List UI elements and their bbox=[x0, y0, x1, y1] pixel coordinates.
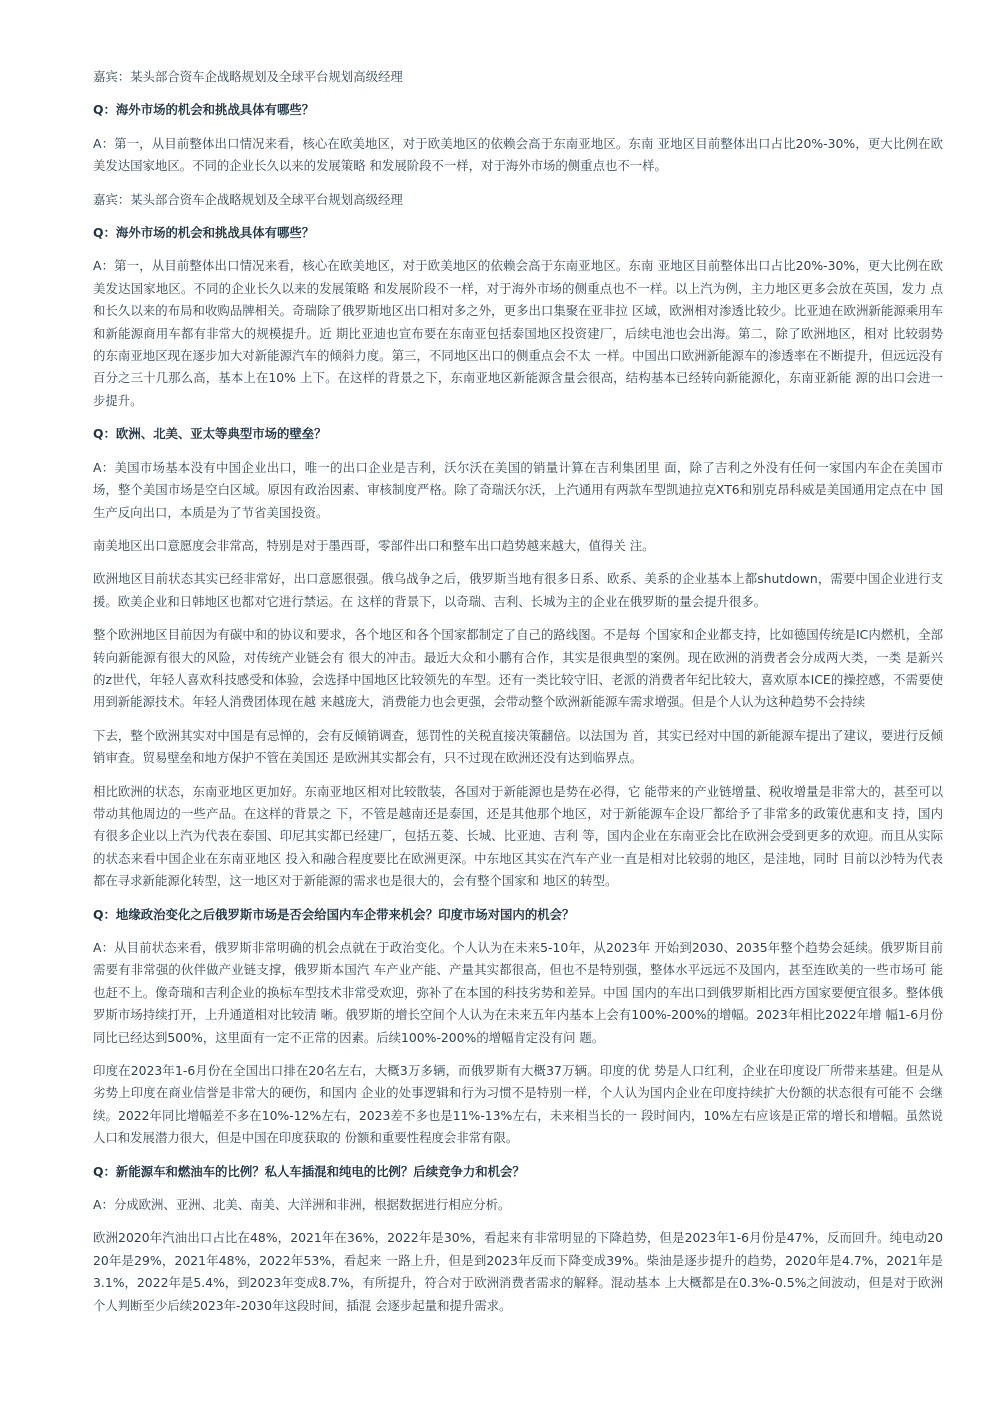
question-heading: Q：海外市场的机会和挑战具体有哪些？ bbox=[93, 225, 315, 241]
answer-paragraph: A：分成欧洲、亚洲、北美、南美、大洋洲和非洲，根据数据进行相应分析。 bbox=[93, 1197, 511, 1213]
answer-paragraph: A：美国市场基本没有中国企业出口，唯一的出口企业是吉利，沃尔沃在美国的销量计算在吉利集团里 面，除了吉利之外没有任何一家国内车企在美国市场，整个美国市场是空白区域。原因有政治因素、审核制度严格。除了奇瑞沃尔沃，上汽通用有两款车型凯迪拉克XT6和别克昂科威是美国通用定点在中 国生产反向出口，本质是为了节省美国投资。 bbox=[93, 459, 943, 520]
body-paragraph: 下去，整个欧洲其实对中国是有忌惮的，会有反倾销调查，惩罚性的关税直接决策翻倍。以法国为 首，其实已经对中国的新能源车提出了建议，要进行反倾销审查。贸易壁垒和地方保护不管在美国还 是欧洲其实都会有，只不过现在欧洲还没有达到临界点。 bbox=[93, 727, 943, 766]
guest-line: 嘉宾：某头部合资车企战略规划及全球平台规划高级经理 bbox=[93, 191, 403, 207]
guest-line: 嘉宾：某头部合资车企战略规划及全球平台规划高级经理 bbox=[93, 69, 403, 84]
body-paragraph: 相比欧洲的状态，东南亚地区更加好。东南亚地区相对比较散装，各国对于新能源也是势在必得，它 能带来的产业链增量、税收增量是非常大的，甚至可以带动其他周边的一些产品。在这样的背景之 下，不管是越南还是泰国，还是其他那个地区，对于新能源车企设厂都给予了非常多的政策优惠和支 持，国内有很多企业以上汽为代表在泰国、印尼其实都已经建厂，包括五菱、长城、比亚迪、吉利 等，国内企业在东南亚会比在欧洲会受到更多的欢迎。而且从实际的状态来看中国企业在东南亚地区 投入和融合程度要比在欧洲更深。中东地区其实在汽车产业一直是相对比较弱的地区，是洼地，同时 目前以沙特为代表都在寻求新能源化转型，这一地区对于新能源的需求也是很大的，会有整个国家和 地区的转型。 bbox=[93, 783, 943, 889]
question-heading: Q：海外市场的机会和挑战具体有哪些？ bbox=[93, 102, 315, 118]
question-heading: Q：新能源车和燃油车的比例？私人车插混和纯电的比例？后续竞争力和机会？ bbox=[93, 1163, 525, 1179]
question-heading: Q：欧洲、北美、亚太等典型市场的壁垒？ bbox=[93, 426, 327, 442]
body-paragraph: 欧洲地区目前状态其实已经非常好，出口意愿很强。俄乌战争之后，俄罗斯当地有很多日系、欧系、美系的企业基本上都shutdown，需要中国企业进行支援。欧美企业和日韩地区也都对它进行禁运。在 这样的背景下，以奇瑞、吉利、长城为主的企业在俄罗斯的量会提升很多。 bbox=[93, 571, 943, 609]
body-paragraph: 整个欧洲地区目前因为有碳中和的协议和要求，各个地区和各个国家都制定了自己的路线图。不是每 个国家和企业都支持，比如德国传统是IC内燃机，全部转向新能源有很大的风险，对传统产业链会有 很大的冲击。最近大众和小鹏有合作，其实是很典型的案例。现在欧洲的消费者会分成两大类，一类 是新兴的z世代，年轻人喜欢科技感受和体验，会选择中国地区比较领先的车型。还有一类比较守旧、老派的消费者年纪比较大，喜欢原本ICE的操控感，不需要使用到新能源技术。年轻人消费团体现在越 来越庞大，消费能力也会更强，会带动整个欧洲新能源车需求增强。但是个人认为这种趋势不会持续 bbox=[93, 627, 943, 710]
answer-paragraph: A：第一，从目前整体出口情况来看，核心在欧美地区，对于欧美地区的依赖会高于东南亚地区。东南 亚地区目前整体出口占比20%-30%，更大比例在欧美发达国家地区。不同的企业长久以来的发展策略 和发展阶段不一样，对于海外市场的侧重点也不一样。 bbox=[93, 135, 943, 174]
body-paragraph: 南美地区出口意愿度会非常高，特别是对于墨西哥，零部件出口和整车出口趋势越来越大，值得关 注。 bbox=[93, 537, 655, 553]
question-heading: Q：地缘政治变化之后俄罗斯市场是否会给国内车企带来机会？印度市场对国内的机会？ bbox=[93, 906, 575, 922]
answer-paragraph: A：第一，从目前整体出口情况来看，核心在欧美地区，对于欧美地区的依赖会高于东南亚地区。东南 亚地区目前整体出口占比20%-30%，更大比例在欧美发达国家地区。不同的企业长久以来的发展策略 和发展阶段不一样，对于海外市场的侧重点也不一样。以上汽为例，主力地区更多会放在英国，发力 点和长久以来的布局和收购品牌相关。奇瑞除了俄罗斯地区出口相对多之外，更多出口集聚在亚非拉 区域，欧洲相对渗透比较少。比亚迪在欧洲新能源乘用车和新能源商用车都有非常大的规模提升。近 期比亚迪也宣布要在东南亚包括泰国地区投资建厂，后续电池也会出海。第二，除了欧洲地区，相对 比较弱势的东南亚地区现在逐步加大对新能源汽车的倾斜力度。第三，不同地区出口的侧重点会不太 一样。中国出口欧洲新能源车的渗透率在不断提升，但远远没有百分之三十几那么高，基本上在10% 上下。在这样的背景之下，东南亚地区新能源含量会很高，结构基本已经转向新能源化，东南亚新能 源的出口会进一步提升。 bbox=[93, 258, 943, 408]
document-page bbox=[93, 66, 943, 1328]
body-paragraph: 印度在2023年1-6月份在全国出口排在20名左右，大概3万多辆，而俄罗斯有大概37万辆。印度的优 势是人口红利，企业在印度设厂所带来基建。但是从劣势上印度在商业信誉是非常大的硬伤，和国内 企业的处事逻辑和行为习惯不是特别一样，个人认为国内企业在印度持续扩大份额的状态很有可能不 会继续。2022年同比增幅差不多在10%-12%左右，2023差不多也是11%-13%左右，未来相当长的一 段时间内，10%左右应该是正常的增长和增幅。虽然说人口和发展潜力很大，但是中国在印度获取的 份额和重要性程度会非常有限。 bbox=[93, 1063, 943, 1146]
body-paragraph: 欧洲2020年汽油出口占比在48%，2021年在36%，2022年是30%，看起来有非常明显的下降趋势，但是2023年1-6月份是47%，反而回升。纯电动2020年是29%，2021年48%，2022年53%，看起来 一路上升，但是到2023年反而下降变成39%。柴油是逐步提升的趋势，2020年是4.7%，2021年是 3.1%，2022年是5.4%，到2023年变成8.7%，有所提升，符合对于欧洲消费者需求的解释。混动基本 上大概都是在0.3%-0.5%之间波动，但是对于欧洲个人判断至少后续2023年-2030年这段时间，插混 会逐步起量和提升需求。 bbox=[93, 1230, 943, 1313]
answer-paragraph: A：从目前状态来看，俄罗斯非常明确的机会点就在于政治变化。个人认为在未来5-10年，从2023年 开始到2030、2035年整个趋势会延续。俄罗斯目前需要有非常强的伙伴做产业链支撑，俄罗斯本国汽 车产业产能、产量其实都很高，但也不是特别强，整体水平远远不及国内，甚至连欧美的一些市场可 能也赶不上。像奇瑞和吉利企业的换标车型技术非常受欢迎，弥补了在本国的科技劣势和差异。中国 国内的车出口到俄罗斯相比西方国家要便宜很多。整体俄罗斯市场持续打开，上升通道相对比较清 晰。俄罗斯的增长空间个人认为在未来五年内基本上会有100%-200%的增幅。2023年相比2022年增 幅1-6月份同比已经达到500%，这里面有一定不正常的因素。后续100%-200%的增幅肯定没有问 题。 bbox=[93, 940, 943, 1045]
